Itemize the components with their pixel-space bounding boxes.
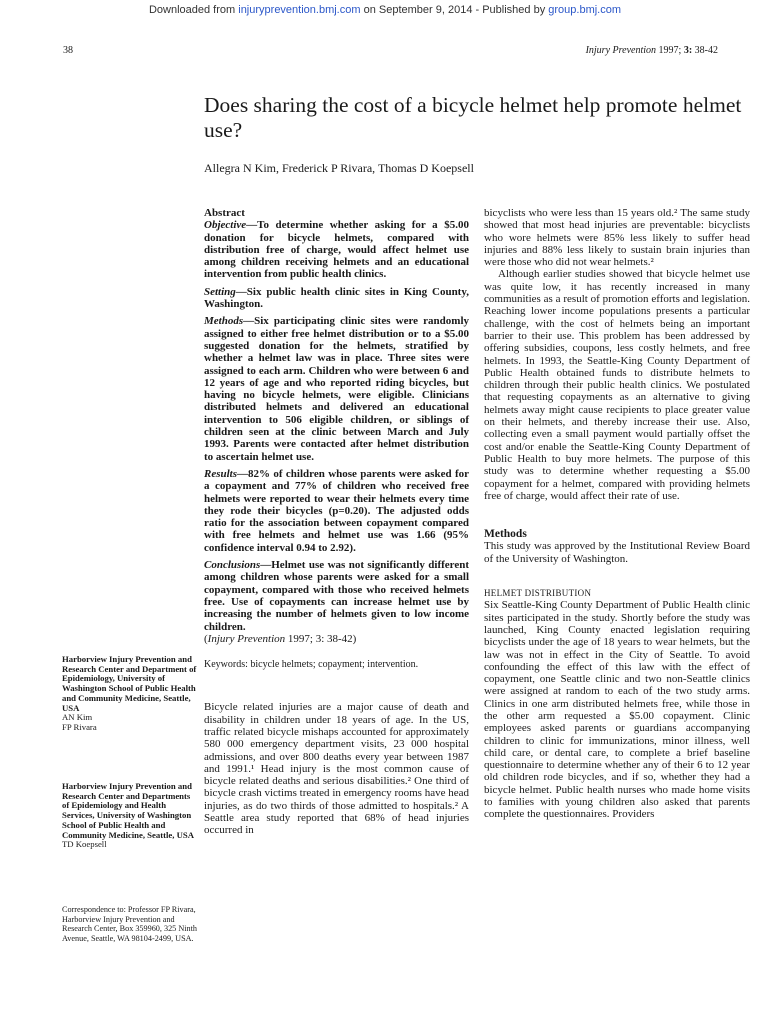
keywords: Keywords: bicycle helmets; copayment; intervention. (204, 659, 419, 671)
methods-paragraph: This study was approved by the Institutional Review Board of the University of Washington. (484, 540, 750, 565)
correspondence: Correspondence to: Professor FP Rivara, Harborview Injury Prevention and Research Center, Box 359960, 325 Ninth Avenue, Seattle, WA 98104-2499, USA. (62, 905, 197, 943)
abstract-conclusions: Conclusions—Helmet use was not significantly different among children whose parents were asked for a small copayment, compared with those who received helmets free. Use of copayments can increase helmet use by increasing the number of helmets given to low income children. (204, 559, 469, 633)
journal-reference: Injury Prevention 1997; 3: 38-42 (585, 45, 718, 56)
article-title: Does sharing the cost of a bicycle helmet help promote helmet use? (204, 93, 742, 142)
body-column (484, 207, 750, 821)
affiliation-1: Harborview Injury Prevention and Research Center and Department of Epidemiology, University of Washington School of Public Health and Community Medicine, Seattle, USA AN Kim FP Rivara (62, 654, 197, 732)
methods-heading: Methods (484, 528, 527, 541)
download-banner: Downloaded from injuryprevention.bmj.com on September 9, 2014 - Published by group.bmj.com (148, 4, 622, 16)
page-number: 38 (63, 45, 73, 56)
distribution-paragraph: Six Seattle-King County Department of Public Health clinic sites participated in the study. Shortly before the study was launched, King County enacted legislation requiring bicyclists under the age of 18 years to wear helmets, but the law was not in effect in the City of Seattle. To avoid confounding the effect of this law with the effect of copayment, one Seattle clinic and two non-Seattle clinics were assigned at random to each of the two study arms. Clinics in one arm distributed helmets free, while those in the other arm requested a $5.00 copayment. Clinic employees asked parents or guardians accompanying children to clinic for immunizations, minor illness, well child care, or dental care, to complete a brief baseline questionnaire to determine whether any of their 6 to 12 year old children rode bicycles, and if so, whether they had a bicycle helmet. Public health nurses who made home visits to families with young children also asked that parents complete the questionnaires. Providers (484, 599, 750, 821)
abstract-setting: Setting—Six public health clinic sites in King County, Washington. (204, 285, 469, 311)
intro-continued: bicyclists who were less than 15 years old.² The same study showed that most head injuries are preventable: bicyclists who wore helmets were 85% less likely to suffer head injuries and 88% less likely to sustain brain injuries than were those who did not wear helmets.² (484, 207, 750, 269)
intro-paragraph: Bicycle related injuries are a major cause of death and disability in children under 18 years of age. In the US, traffic related bicycle mishaps accounted for approximately 580 000 emergency department visits, 23 000 hospital admissions, and over 800 deaths every year between 1987 and 1991.¹ Head injury is the most common cause of bicycle related deaths and serious disabilities.² One third of bicycle crash victims treated in emergency rooms have head injuries, as do two thirds of those admitted to hospitals.² A Seattle area study reported that 68% of head injuries occurred in (204, 701, 469, 837)
publisher-link[interactable]: group.bmj.com (548, 4, 622, 16)
helmet-distribution-heading: HELMET DISTRIBUTION (484, 588, 592, 599)
abstract-citation: (Injury Prevention 1997; 3: 38-42) (204, 632, 357, 645)
abstract-results: Results—82% of children whose parents were asked for a copayment and 77% of children who received free helmets were reported to wear their helmets every time they rode their bicycles (p=0.20). The adjusted odds ratio for the association between copayment compared with free helmets and helmet use was 1.66 (95% confidence interval 0.94 to 2.92). (204, 467, 469, 554)
affiliation-2: Harborview Injury Prevention and Research Center and Departments of Epidemiology and Health Services, University of Washington School of Public Health and Community Medicine, Seattle, USA TD Koepsell (62, 781, 194, 850)
abstract-column (204, 207, 469, 837)
abstract-objective: Objective—To determine whether asking for a $5.00 donation for bicycle helmets, compared with distribution free of charge, would affect helmet use among children receiving helmets and an educational intervention from public health clinics. (204, 219, 469, 281)
abstract-methods: Methods—Six participating clinic sites were randomly assigned to either free helmet distribution or to a $5.00 suggested donation for the helmets, stratified by whether a helmet law was in place. Three sites were assigned to each arm. Children who were between 6 and 12 years of age and who reported riding bicycles, but having no bicycle helmets, were eligible. Clinicians distributed helmets and delivered an educational intervention to 506 eligible children, or siblings of children seen at the clinic between March and July 1993. Parents were contacted after helmet distribution to ascertain helmet use. (204, 315, 469, 463)
abstract-heading: Abstract (204, 207, 245, 219)
author-list: Allegra N Kim, Frederick P Rivara, Thomas D Koepsell (204, 161, 474, 175)
background-paragraph: Although earlier studies showed that bicycle helmet use was quite low, it has recently increased in many communities as a result of promotion efforts and legislation. Reaching lower income populations presents a particular challenge, with the cost of helmets being an important barrier to their use. This problem has been addressed by offering subsidies, coupons, less costly helmets, and free helmets. In 1993, the Seattle-King County Department of Public Health obtained funds to distribute helmets to children through their public health clinics. We postulated that requesting copayments as an alternative to giving helmets away might cause recipients to place greater value on their helmets, and thereby increase their use. Also, collecting even a small payment would partially offset the cost and/or enable the Seattle-King County Department of Public Health to buy more helmets. The purpose of this study was to determine whether requesting a $5.00 copayment for a helmet, compared with providing helmets free of charge, would affect their rate of use. (484, 268, 750, 502)
journal-site-link[interactable]: injuryprevention.bmj.com (238, 4, 361, 16)
